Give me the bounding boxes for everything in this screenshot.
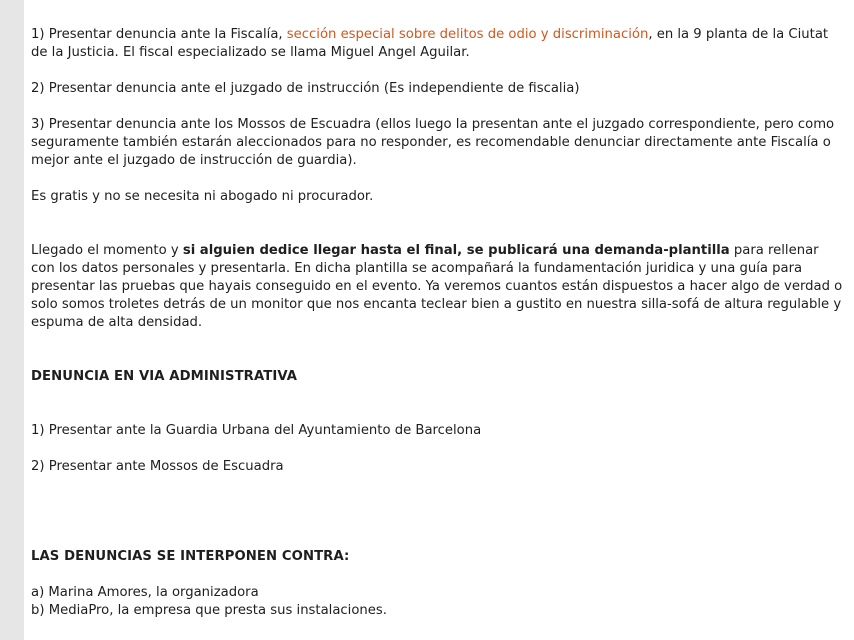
paragraph-juzgado: 2) Presentar denuncia ante el juzgado de instrucción (Es independiente de fiscalia)	[31, 81, 580, 96]
hate-crimes-section-link[interactable]: sección especial sobre delitos de odio y discriminación	[286, 27, 649, 42]
article-body	[31, 26, 843, 620]
admin-item-guardia-urbana: 1) Presentar ante la Guardia Urbana del Ayuntamiento de Barcelona	[31, 423, 482, 438]
paragraph-plantilla	[31, 242, 843, 332]
paragraph-plantilla-text-end: para rellenar con los datos personales y presentarla. En dicha plantilla se acompañará la fundamentación juridica y una guía para presentar las pruebas que hayais conseguido en el evento. Ya veremos cuantos están dispuestos a hacer algo de verdad o solo somos troletes detrás de un monitor que nos encanta teclear bien a gustito en nuestra silla-sofá de altura regulable y espuma de alta densidad.	[31, 243, 843, 330]
paragraph-plantilla-text-start: Llegado el momento y	[31, 243, 183, 258]
admin-item-mossos: 2) Presentar ante Mossos de Escuadra	[31, 459, 284, 474]
paragraph-mossos: 3) Presentar denuncia ante los Mossos de Escuadra (ellos luego la presentan ante el juzgado correspondiente, pero como seguramente también estarán aleccionados para no responder, es recomendable denunciar directamente ante Fiscalía o mejor ante el juzgado de instrucción de guardia).	[31, 117, 835, 168]
against-item-mediapro: b) MediaPro, la empresa que presta sus instalaciones.	[31, 603, 387, 618]
paragraph-plantilla-bold: si alguien dedice llegar hasta el final, se publicará una demanda-plantilla	[182, 243, 730, 258]
against-item-organizadora: a) Marina Amores, la organizadora	[31, 585, 259, 600]
admin-section-heading: DENUNCIA EN VIA ADMINISTRATIVA	[31, 369, 298, 384]
paragraph-fiscalia	[31, 26, 843, 62]
paragraph-gratis: Es gratis y no se necesita ni abogado ni procurador.	[31, 189, 374, 204]
against-section-heading: LAS DENUNCIAS SE INTERPONEN CONTRA:	[31, 549, 350, 564]
left-margin-strip	[0, 0, 24, 640]
paragraph-fiscalia-text-end: , en la 9 planta de la Ciutat de la Justicia. El fiscal especializado se llama Miguel Angel Aguilar.	[31, 27, 829, 60]
paragraph-fiscalia-text-start: 1) Presentar denuncia ante la Fiscalía,	[31, 27, 287, 42]
